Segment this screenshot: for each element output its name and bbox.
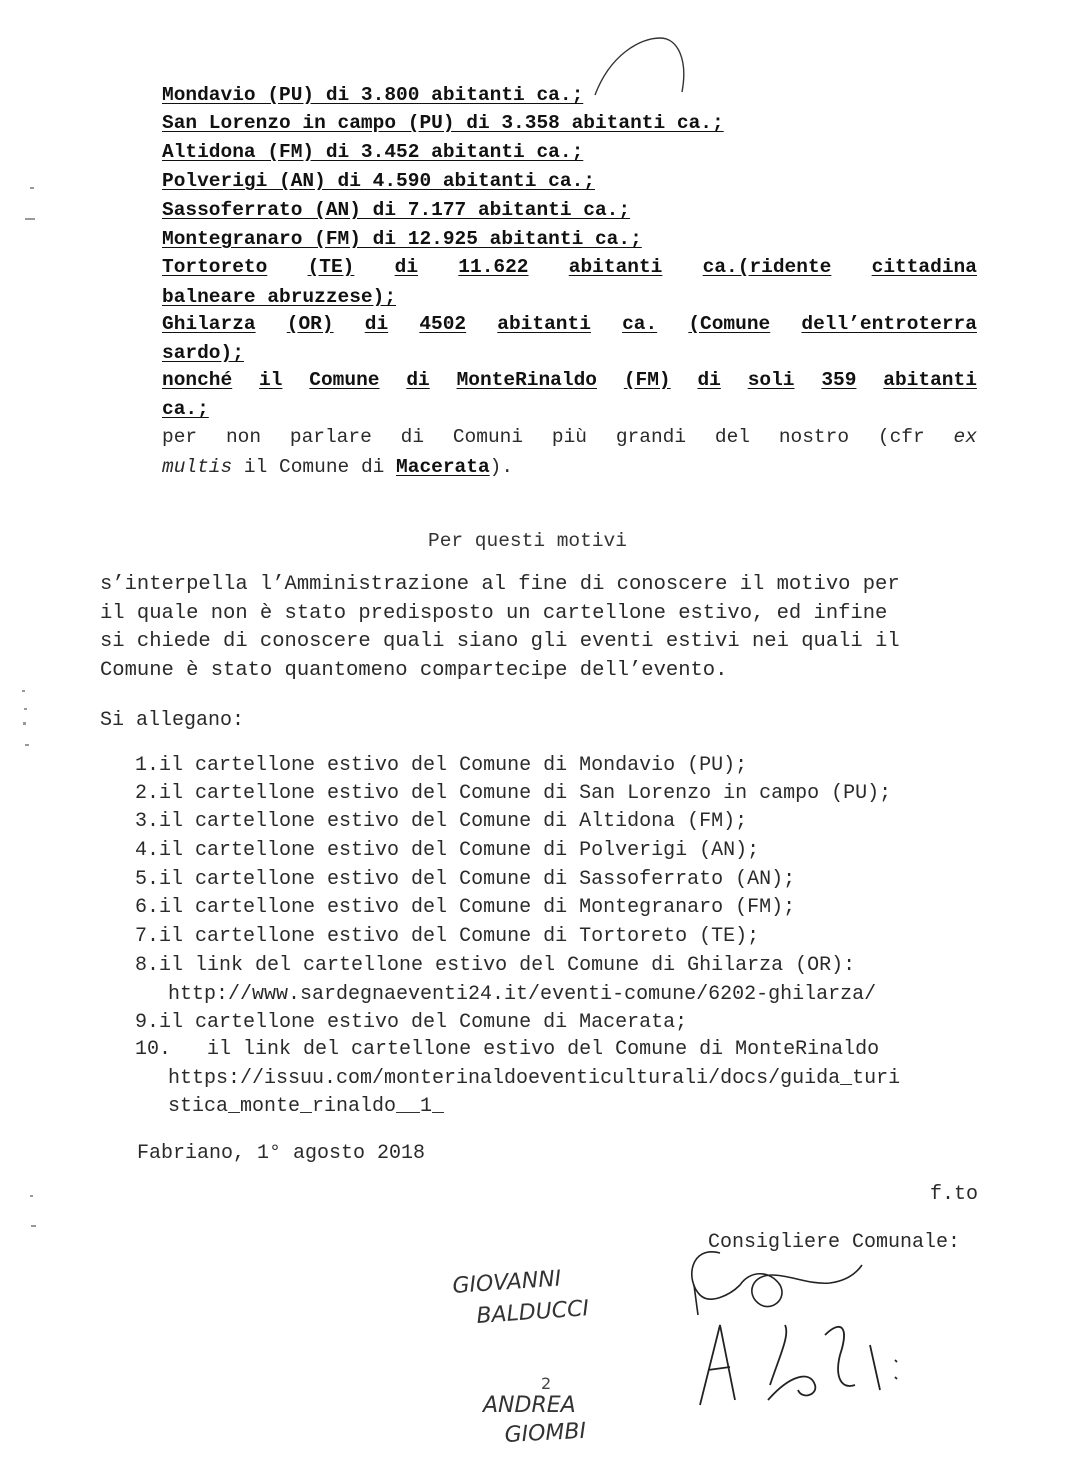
word: ca. (622, 313, 658, 335)
word: 11.622 (458, 256, 529, 278)
municipality-line: Mondavio (PU) di 3.800 abitanti ca.; (162, 84, 584, 106)
word: nostro (778, 426, 850, 448)
list-text: il link del cartellone estivo del Comune di Ghilarza (OR): (159, 954, 856, 977)
list-item (135, 955, 855, 977)
word: (FM) (623, 369, 671, 391)
word: abitanti (497, 313, 591, 335)
municipality-line: Polverigi (AN) di 4.590 abitanti ca.; (162, 170, 595, 192)
svg-text:GIOVANNI: GIOVANNI (451, 1266, 563, 1299)
italic-text: multis (162, 456, 233, 478)
scan-mark (23, 722, 26, 725)
request-line: il quale non è stato predisposto un cartellone estivo, ed infine (100, 602, 888, 625)
list-item-link (168, 1096, 444, 1118)
other-comuni-line-1 (162, 426, 977, 448)
tortoreto-line-1 (162, 256, 977, 278)
list-number: 10. (135, 1038, 172, 1061)
list-text: il cartellone estivo del Comune di San Lorenzo in campo (PU); (159, 782, 892, 805)
text: il Comune di (232, 456, 397, 478)
handwritten-name-andrea-giombi (475, 1380, 655, 1455)
word: ex (953, 426, 977, 448)
word: 4502 (419, 313, 467, 335)
word: (TE) (307, 256, 355, 278)
word: non (225, 426, 262, 448)
scan-mark (30, 187, 34, 189)
svg-text:ANDREA: ANDREA (483, 1393, 576, 1418)
word: (cfr (877, 426, 925, 448)
list-item (135, 897, 795, 919)
municipality-line: San Lorenzo in campo (PU) di 3.358 abitanti ca.; (162, 112, 724, 134)
municipality-line: Montegranaro (FM) di 12.925 abitanti ca.; (162, 228, 642, 250)
word: di (697, 369, 721, 391)
page-number: 2 (541, 1374, 552, 1393)
link-text: stica_monte_rinaldo__1_ (168, 1095, 445, 1118)
word: (OR) (286, 313, 334, 335)
list-text: il cartellone estivo del Comune di Montegranaro (FM); (159, 896, 796, 919)
word: soli (747, 369, 795, 391)
ghilarza-line-1 (162, 313, 977, 335)
municipality-line: Sassoferrato (AN) di 7.177 abitanti ca.; (162, 199, 631, 221)
list-number: 8. (135, 954, 160, 977)
fto-label: f.to (930, 1183, 979, 1206)
word: abitanti (883, 369, 977, 391)
monterinaldo-line-1 (162, 369, 977, 391)
attachments-intro: Si allegano: (100, 709, 245, 732)
list-text: il cartellone estivo del Comune di Mondavio (PU); (159, 754, 748, 777)
list-number: 5. (135, 868, 160, 891)
tortoreto-line-2: balneare abruzzese); (162, 286, 397, 308)
word: cittadina (871, 256, 977, 278)
word: Comuni (452, 426, 524, 448)
text: ). (489, 456, 514, 478)
word: (Comune (688, 313, 771, 335)
word: più (551, 426, 588, 448)
signature-1 (680, 1235, 880, 1325)
word: Tortoreto (162, 256, 268, 278)
ghilarza-line-2: sardo); (162, 342, 244, 364)
list-text: il cartellone estivo del Comune di Macerata; (159, 1011, 688, 1034)
list-number: 9. (135, 1011, 160, 1034)
word: nonché (162, 369, 233, 391)
handwritten-arc (590, 30, 700, 105)
scan-mark (25, 744, 29, 746)
svg-text:GIOMBI: GIOMBI (504, 1418, 587, 1448)
word: il (259, 369, 283, 391)
word: di (394, 256, 419, 278)
signature-2 (690, 1315, 930, 1415)
section-heading: Per questi motivi (428, 530, 627, 552)
link-text: https://issuu.com/monterinaldoeventiculturali/docs/guida_turi (168, 1067, 901, 1090)
list-item-link (168, 984, 876, 1006)
macerata-text: Macerata (396, 456, 490, 478)
list-number: 7. (135, 925, 160, 948)
word: del (714, 426, 750, 448)
handwritten-name-giovanni-balducci (445, 1265, 625, 1335)
scan-mark (31, 1225, 36, 1227)
word: ca.(ridente (702, 256, 832, 278)
list-number: 6. (135, 896, 160, 919)
request-line: s’interpella l’Amministrazione al fine di conoscere il motivo per (100, 573, 900, 596)
word: di (364, 313, 389, 335)
list-item (135, 1012, 687, 1034)
monterinaldo-line-2: ca.; (162, 398, 209, 420)
word: grandi (615, 426, 687, 448)
consigliere-label: Consigliere Comunale: (708, 1231, 961, 1254)
list-text: il link del cartellone estivo del Comune di MonteRinaldo (171, 1038, 880, 1061)
word: parlare (289, 426, 372, 448)
request-line: Comune è stato quantomeno compartecipe dell’evento. (100, 659, 728, 682)
list-item-link (168, 1068, 900, 1090)
list-item (135, 755, 747, 777)
word: Comune (309, 369, 380, 391)
list-item (135, 783, 891, 805)
list-number: 1. (135, 754, 160, 777)
word: MonteRinaldo (456, 369, 597, 391)
link-text: http://www.sardegnaeventi24.it/eventi-comune/6202-ghilarza/ (168, 983, 877, 1006)
other-comuni-line-2 (162, 456, 513, 478)
scan-mark (25, 218, 35, 220)
list-item (135, 840, 759, 862)
word: di (406, 369, 430, 391)
scan-mark (30, 1195, 33, 1197)
date-place: Fabriano, 1° agosto 2018 (137, 1142, 426, 1165)
scan-mark (22, 690, 25, 692)
list-text: il cartellone estivo del Comune di Tortoreto (TE); (159, 925, 760, 948)
list-text: il cartellone estivo del Comune di Polverigi (AN); (159, 839, 760, 862)
word: Ghilarza (162, 313, 256, 335)
list-item (135, 1039, 879, 1061)
request-line: si chiede di conoscere quali siano gli eventi estivi nei quali il (100, 630, 900, 653)
list-number: 4. (135, 839, 160, 862)
municipality-line: Altidona (FM) di 3.452 abitanti ca.; (162, 141, 584, 163)
word: 359 (821, 369, 857, 391)
list-item (135, 926, 759, 948)
list-item (135, 869, 795, 891)
word: abitanti (568, 256, 663, 278)
list-text: il cartellone estivo del Comune di Sassoferrato (AN); (159, 868, 796, 891)
word: di (400, 426, 425, 448)
scan-mark (24, 708, 27, 710)
list-number: 2. (135, 782, 160, 805)
list-item (135, 811, 747, 833)
svg-text:BALDUCCI: BALDUCCI (475, 1296, 590, 1329)
word: dell’entroterra (801, 313, 977, 335)
list-number: 3. (135, 810, 160, 833)
list-text: il cartellone estivo del Comune di Altidona (FM); (159, 810, 748, 833)
word: per (162, 426, 198, 448)
